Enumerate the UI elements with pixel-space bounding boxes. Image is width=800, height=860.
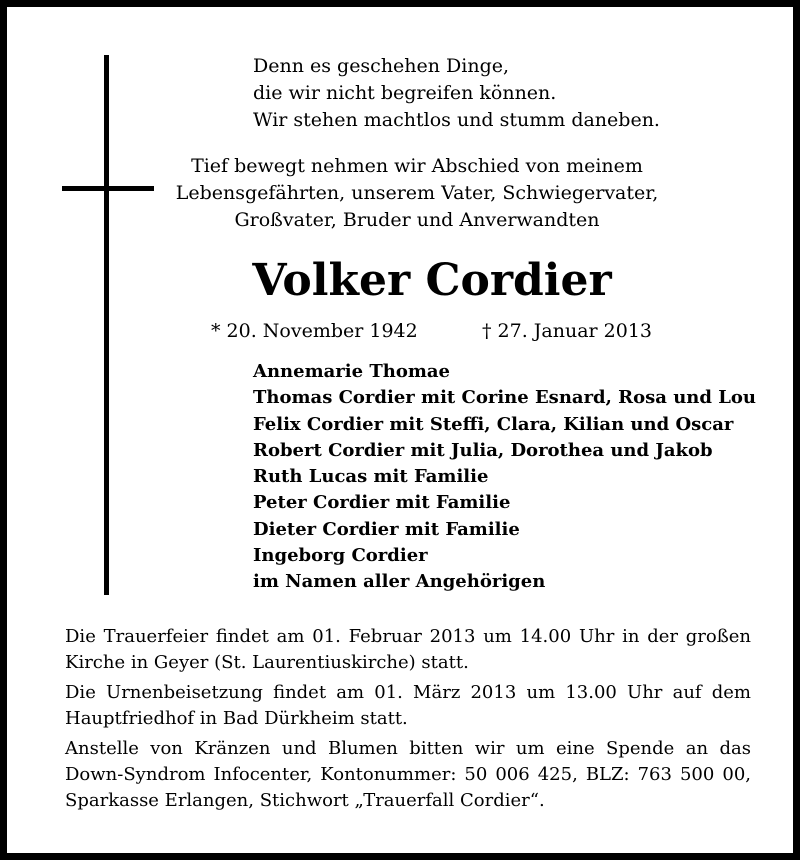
intro-line: Großvater, Bruder und Anverwandten [234, 209, 600, 231]
cross-horizontal-bar [62, 186, 154, 191]
deceased-name: Volker Cordier [252, 255, 612, 306]
cross-vertical-bar [104, 55, 109, 595]
funeral-paragraph: Die Trauerfeier findet am 01. Februar 2013 um 14.00 Uhr in der großen Kirche in Geyer (St. Laurentiuskirche) statt. [65, 626, 751, 673]
mourner-item: Annemarie Thomae [253, 361, 450, 382]
farewell-intro [147, 153, 687, 234]
mourner-item: Felix Cordier mit Steffi, Clara, Kilian und Oscar [253, 413, 734, 435]
mourner-item: Peter Cordier mit Familie [253, 492, 511, 514]
poem-line: Wir stehen machtlos und stumm daneben. [253, 109, 660, 131]
poem-line: die wir nicht begreifen können. [253, 82, 557, 104]
ceremony-info [65, 624, 751, 818]
mourner-item: Ingeborg Cordier [253, 545, 428, 567]
mourner-item: Ruth Lucas mit Familie [253, 466, 489, 488]
death-date: † 27. Januar 2013 [482, 320, 653, 342]
poem-verse [253, 53, 713, 134]
poem-line: Denn es geschehen Dinge, [253, 55, 510, 77]
mourner-item: Robert Cordier mit Julia, Dorothea und Jakob [253, 439, 713, 461]
mourner-item: Thomas Cordier mit Corine Esnard, Rosa und Lou [253, 387, 756, 409]
mourner-item: Dieter Cordier mit Familie [253, 518, 520, 540]
urn-burial-paragraph: Die Urnenbeisetzung findet am 01. März 2013 um 13.00 Uhr auf dem Hauptfriedhof in Bad Dürkheim statt. [65, 682, 751, 729]
mourners-list [253, 359, 773, 596]
birth-date: * 20. November 1942 [211, 320, 418, 342]
donation-paragraph: Anstelle von Kränzen und Blumen bitten wir um eine Spende an das Down-Syndrom Infocenter, Kontonummer: 50 006 425, BLZ: 763 500 00, Sparkasse Erlangen, Stichwort „Trauerfall Cordier“. [65, 738, 751, 811]
intro-line: Tief bewegt nehmen wir Abschied von meinem [191, 155, 643, 177]
intro-line: Lebensgefährten, unserem Vater, Schwiegervater, [175, 182, 659, 204]
mourner-item: im Namen aller Angehörigen [253, 571, 546, 593]
